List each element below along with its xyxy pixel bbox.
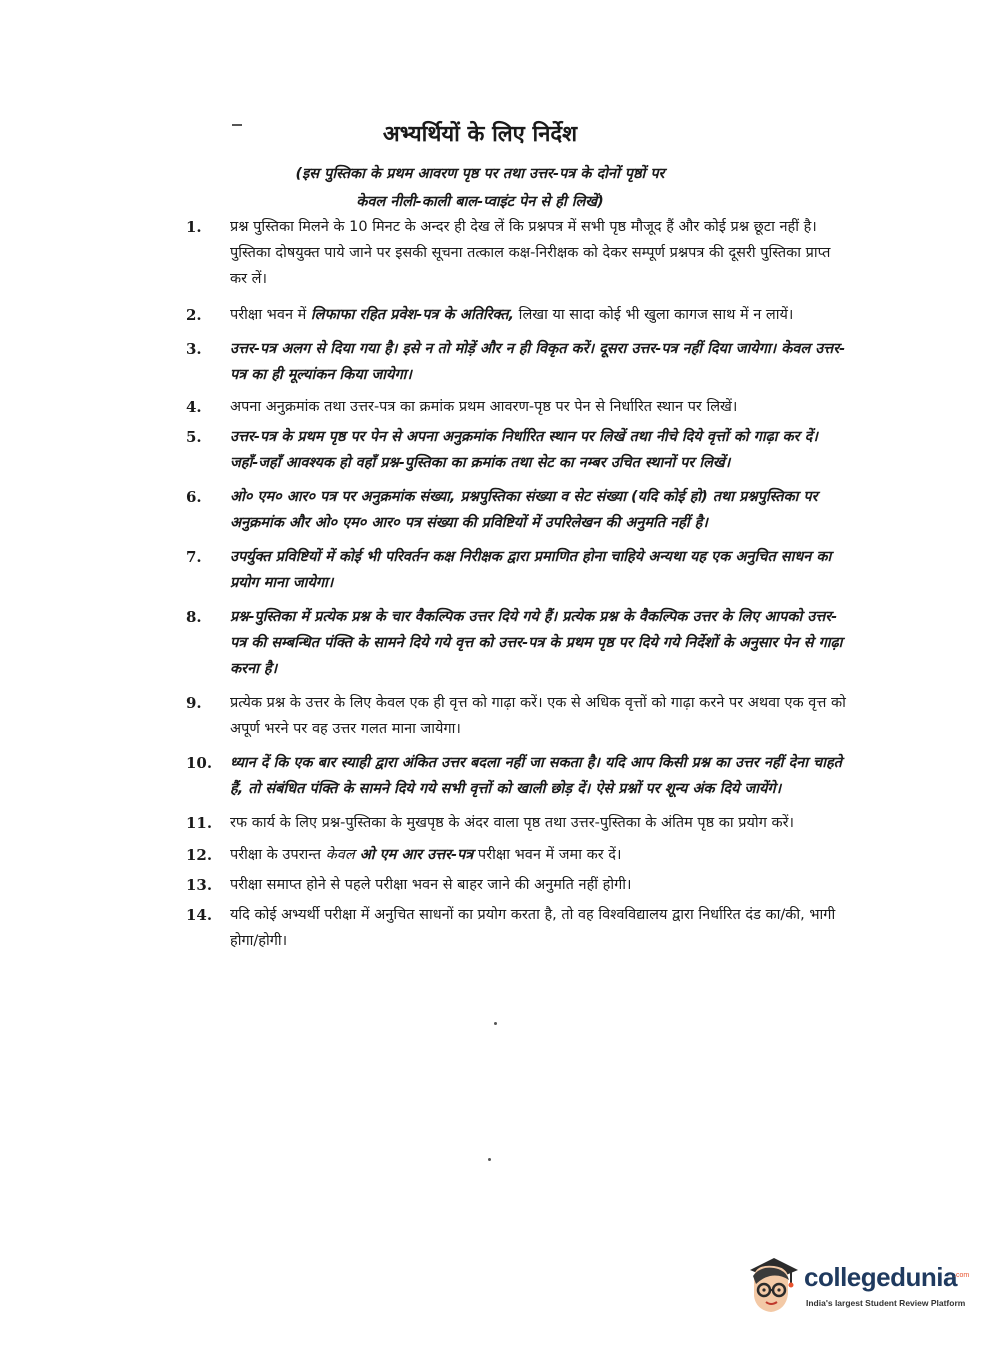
subtitle-line-1: (इस पुस्तिका के प्रथम आवरण पृष्ठ पर तथा उत्तर-पत्र के दोनों पृष्ठों पर xyxy=(295,166,665,182)
item-number: 3. xyxy=(186,340,202,358)
item-number: 6. xyxy=(186,488,202,506)
collegedunia-logo xyxy=(744,1250,974,1322)
item-number: 13. xyxy=(186,876,213,894)
item-text xyxy=(230,847,621,863)
item-text-emphasis: लिफाफा रहित प्रवेश-पत्र के अतिरिक्त, xyxy=(310,307,515,323)
instruction-item-4 xyxy=(186,394,846,420)
item-number: 10. xyxy=(186,754,213,772)
instruction-item-1 xyxy=(186,214,846,292)
item-text: ध्यान दें कि एक बार स्याही द्वारा अंकित उत्तर बदला नहीं जा सकता है। यदि आप किसी प्रश्न का उत्तर नहीं देना चाहते हैं, तो संबंधित पंक्ति के सामने दिये गये सभी वृत्तों को खाली छोड़ दें। ऐसे प्रश्नों पर शून्य अंक दिये जायेंगे। xyxy=(230,755,842,797)
instruction-item-14 xyxy=(186,902,846,954)
item-text: प्रश्न पुस्तिका मिलने के 10 मिनट के अन्दर ही देख लें कि प्रश्नपत्र में सभी पृष्ठ मौजूद हैं और कोई प्रश्न छूटा नहीं है। पुस्तिका दोषयुक्त पाये जाने पर इसकी सूचना तत्काल कक्ष-निरीक्षक को देकर सम्पूर्ण प्रश्नपत्र की दूसरी पुस्तिका प्राप्त कर लें। xyxy=(230,219,831,287)
instruction-item-12 xyxy=(186,842,846,868)
item-text: उत्तर-पत्र के प्रथम पृष्ठ पर पेन से अपना अनुक्रमांक निर्धारित स्थान पर लिखें तथा नीचे दिये वृत्तों को गाढ़ा कर दें। जहाँ-जहाँ आवश्यक हो वहाँ प्रश्न-पुस्तिका का क्रमांक तथा सेट का नम्बर उचित स्थानों पर लिखें। xyxy=(230,429,818,471)
item-text: अपना अनुक्रमांक तथा उत्तर-पत्र का क्रमांक प्रथम आवरण-पृष्ठ पर पेन से निर्धारित स्थान पर लिखें। xyxy=(230,399,738,415)
scan-speck xyxy=(488,1158,491,1161)
item-text: प्रश्न-पुस्तिका में प्रत्येक प्रश्न के चार वैकल्पिक उत्तर दिये गये हैं। प्रत्येक प्रश्न के वैकल्पिक उत्तर के लिए आपको उत्तर-पत्र की सम्बन्धित पंक्ति के सामने दिये गये वृत्त को उत्तर-पत्र के प्रथम पृष्ठ पर दिये गये निर्देशों के अनुसार पेन से गाढ़ा करना है। xyxy=(230,609,843,677)
item-number: 7. xyxy=(186,548,202,566)
item-text-emphasis: ओ एम आर उत्तर-पत्र xyxy=(354,847,474,863)
instruction-item-6 xyxy=(186,484,846,536)
item-number: 9. xyxy=(186,694,202,712)
item-text: ओ० एम० आर० पत्र पर अनुक्रमांक संख्या, प्रश्नपुस्तिका संख्या व सेट संख्या (यदि कोई हो) तथा प्रश्नपुस्तिका पर अनुक्रमांक और ओ० एम० आर० पत्र संख्या की प्रविष्टियों में उपरिलेखन की अनुमति नहीं है। xyxy=(230,489,818,531)
item-text-italic: केवल xyxy=(325,847,355,863)
instruction-item-13 xyxy=(186,872,846,898)
instructions-subtitle xyxy=(180,160,780,216)
instruction-item-3 xyxy=(186,336,846,388)
item-number: 11. xyxy=(186,814,213,832)
scan-speck xyxy=(494,1022,497,1025)
item-number: 8. xyxy=(186,608,202,626)
item-number: 12. xyxy=(186,846,213,864)
item-text-pre: परीक्षा भवन में xyxy=(230,307,311,323)
instruction-item-5 xyxy=(186,424,846,476)
item-number: 1. xyxy=(186,218,202,236)
item-number: 2. xyxy=(186,306,202,324)
item-text xyxy=(230,307,793,323)
instruction-item-7 xyxy=(186,544,846,596)
item-text: रफ कार्य के लिए प्रश्न-पुस्तिका के मुखपृष्ठ के अंदर वाला पृष्ठ तथा उत्तर-पुस्तिका के अंतिम पृष्ठ का प्रयोग करें। xyxy=(230,815,795,831)
logo-dotcom-text: .com xyxy=(954,1272,970,1279)
item-text: उपर्युक्त प्रविष्टियों में कोई भी परिवर्तन कक्ष निरीक्षक द्वारा प्रमाणित होना चाहिये अन्यथा यह एक अनुचित साधन का प्रयोग माना जायेगा। xyxy=(230,549,832,591)
item-text-post: परीक्षा भवन में जमा कर दें। xyxy=(473,847,622,863)
item-number: 14. xyxy=(186,906,213,924)
instruction-item-11 xyxy=(186,810,846,836)
instruction-item-8 xyxy=(186,604,846,682)
item-text-post: लिखा या सादा कोई भी खुला कागज साथ में न लायें। xyxy=(514,307,794,323)
instruction-item-9 xyxy=(186,690,846,742)
item-text-pre: परीक्षा के उपरान्त xyxy=(230,847,326,863)
item-text: प्रत्येक प्रश्न के उत्तर के लिए केवल एक ही वृत्त को गाढ़ा करें। एक से अधिक वृत्तों को गाढ़ा करने पर अथवा एक वृत्त को अपूर्ण भरने पर वह उत्तर गलत माना जायेगा। xyxy=(230,695,846,737)
item-text: परीक्षा समाप्त होने से पहले परीक्षा भवन से बाहर जाने की अनुमति नहीं होगी। xyxy=(230,877,632,893)
logo-brand-text: collegedunia xyxy=(804,1262,957,1292)
instruction-item-10 xyxy=(186,750,846,802)
item-text: यदि कोई अभ्यर्थी परीक्षा में अनुचित साधनों का प्रयोग करता है, तो वह विश्वविद्यालय द्वारा निर्धारित दंड का/की, भागी होगा/होगी। xyxy=(230,907,836,949)
instruction-list xyxy=(186,214,846,954)
page-title: अभ्यर्थियों के लिए निर्देश xyxy=(382,121,578,147)
item-number: 5. xyxy=(186,428,202,446)
instruction-item-2 xyxy=(186,302,846,328)
item-text: उत्तर-पत्र अलग से दिया गया है। इसे न तो मोड़ें और न ही विकृत करें। दूसरा उत्तर-पत्र नहीं दिया जायेगा। केवल उत्तर-पत्र का ही मूल्यांकन किया जायेगा। xyxy=(230,341,846,383)
item-number: 4. xyxy=(186,398,202,416)
subtitle-line-2: केवल नीली-काली बाल-प्वाइंट पेन से ही लिखें) xyxy=(356,194,604,210)
logo-tagline: India's largest Student Review Platform xyxy=(806,1298,966,1308)
mascot-icon xyxy=(744,1254,800,1316)
